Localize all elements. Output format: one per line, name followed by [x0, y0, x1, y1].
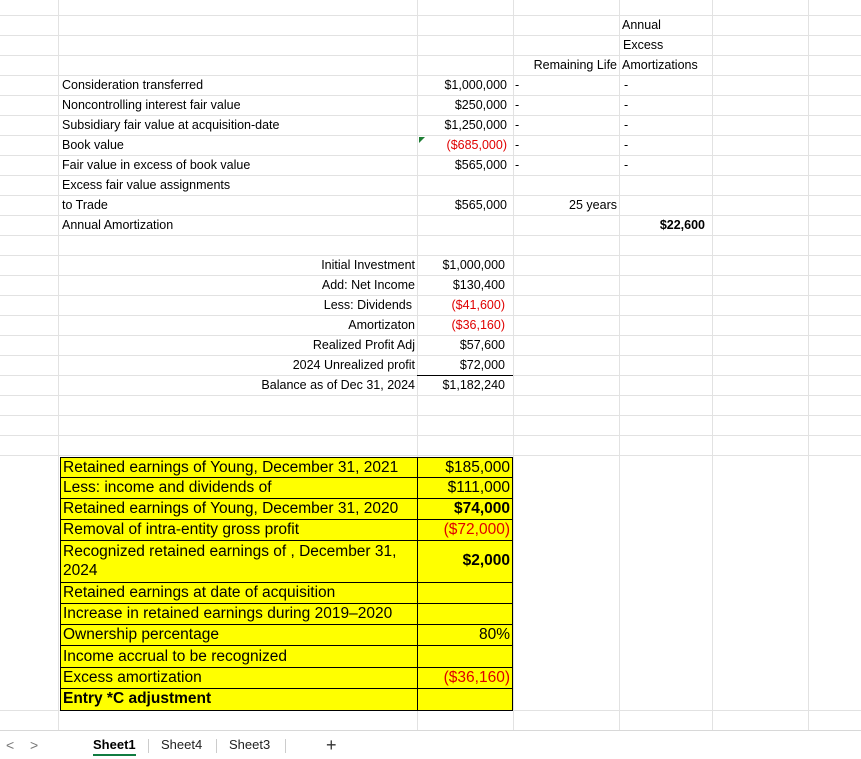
acq-life[interactable]: 25 years	[569, 198, 617, 212]
inv-label[interactable]: Amortizaton	[348, 318, 415, 332]
acq-amort[interactable]: -	[624, 118, 629, 132]
acq-amort[interactable]: -	[624, 78, 629, 92]
re-value[interactable]: 80%	[478, 626, 510, 643]
gridline	[808, 0, 809, 730]
inv-label[interactable]: Add: Net Income	[321, 278, 415, 292]
header-excess[interactable]: Excess	[623, 38, 664, 52]
gridline	[712, 0, 713, 730]
acq-life[interactable]: -	[515, 118, 520, 132]
header-annual[interactable]: Annual	[622, 18, 661, 32]
acq-amort[interactable]: -	[624, 98, 629, 112]
add-sheet-icon[interactable]: +	[326, 735, 337, 755]
re-label[interactable]: Removal of intra-entity gross profit	[63, 521, 300, 538]
acq-label[interactable]: to Trade	[62, 198, 108, 212]
acq-amort[interactable]: -	[624, 138, 629, 152]
gridline	[619, 0, 620, 730]
inv-label[interactable]: 2024 Unrealized profit	[292, 358, 415, 372]
re-value[interactable]: $2,000	[462, 552, 510, 569]
gridline	[58, 0, 59, 730]
acq-label[interactable]: Noncontrolling interest fair value	[62, 98, 241, 112]
acq-amort[interactable]: $22,600	[659, 218, 705, 232]
tab-sheet1[interactable]: Sheet1	[93, 731, 136, 759]
inv-value[interactable]: $130,400	[452, 278, 505, 292]
acq-life[interactable]: -	[515, 78, 520, 92]
acq-value[interactable]: $1,250,000	[444, 118, 507, 132]
re-value[interactable]: ($36,160)	[443, 669, 510, 686]
re-label[interactable]: Less: income and dividends of	[63, 479, 272, 496]
inv-label[interactable]: Balance as of Dec 31, 2024	[261, 378, 415, 392]
tab-sheet3[interactable]: Sheet3	[229, 737, 271, 752]
inv-label[interactable]: Less: Dividends	[323, 298, 412, 312]
acq-value[interactable]: $1,000,000	[444, 78, 507, 92]
acq-life[interactable]: -	[515, 158, 520, 172]
acq-label[interactable]: Fair value in excess of book value	[62, 158, 251, 172]
re-label[interactable]: Excess amortization	[63, 669, 202, 686]
inv-label[interactable]: Realized Profit Adj	[312, 338, 415, 352]
re-label[interactable]: Increase in retained earnings during 2019–2020	[63, 605, 393, 622]
re-value[interactable]: $185,000	[445, 459, 510, 476]
acq-value[interactable]: $565,000	[454, 198, 507, 212]
acq-life[interactable]: -	[515, 138, 520, 152]
inv-value[interactable]: ($41,600)	[451, 298, 505, 312]
acq-label[interactable]: Annual Amortization	[62, 218, 174, 232]
re-label[interactable]: Recognized retained earnings of , December 31, 2024	[63, 543, 397, 579]
re-label[interactable]: Retained earnings of Young, December 31, 2021	[63, 459, 399, 476]
sheet-tab-bar	[0, 730, 861, 759]
header-amortizations[interactable]: Amortizations	[622, 58, 698, 72]
inv-value[interactable]: $57,600	[459, 338, 505, 352]
inv-value[interactable]: $1,182,240	[442, 378, 505, 392]
acq-label[interactable]: Subsidiary fair value at acquisition-date	[62, 118, 280, 132]
re-value[interactable]: $74,000	[453, 500, 510, 517]
re-label[interactable]: Ownership percentage	[63, 626, 219, 643]
inv-value[interactable]: $72,000	[459, 358, 505, 372]
acq-label[interactable]: Excess fair value assignments	[62, 178, 231, 192]
inv-value[interactable]: ($36,160)	[451, 318, 505, 332]
inv-value[interactable]: $1,000,000	[442, 258, 505, 272]
acq-value[interactable]: $565,000	[454, 158, 507, 172]
acq-life[interactable]: -	[515, 98, 520, 112]
gridline	[513, 0, 514, 730]
acq-amort[interactable]: -	[624, 158, 629, 172]
acq-value[interactable]: ($685,000)	[446, 138, 507, 152]
inv-label[interactable]: Initial Investment	[321, 258, 415, 272]
re-value[interactable]: $111,000	[447, 479, 510, 496]
next-sheet-icon[interactable]: >	[30, 737, 39, 753]
prev-sheet-icon[interactable]: <	[6, 737, 15, 753]
re-label[interactable]: Entry *C adjustment	[63, 690, 212, 707]
re-label[interactable]: Retained earnings at date of acquisition	[63, 584, 336, 601]
acq-value[interactable]: $250,000	[454, 98, 507, 112]
acq-label[interactable]: Book value	[62, 138, 124, 152]
acq-label[interactable]: Consideration transferred	[62, 78, 204, 92]
header-remaining-life[interactable]: Remaining Life	[533, 58, 617, 72]
re-label[interactable]: Retained earnings of Young, December 31, 2020	[63, 500, 399, 517]
tab-sheet4[interactable]: Sheet4	[161, 737, 203, 752]
re-label[interactable]: Income accrual to be recognized	[63, 648, 288, 665]
re-value[interactable]: ($72,000)	[443, 521, 510, 538]
